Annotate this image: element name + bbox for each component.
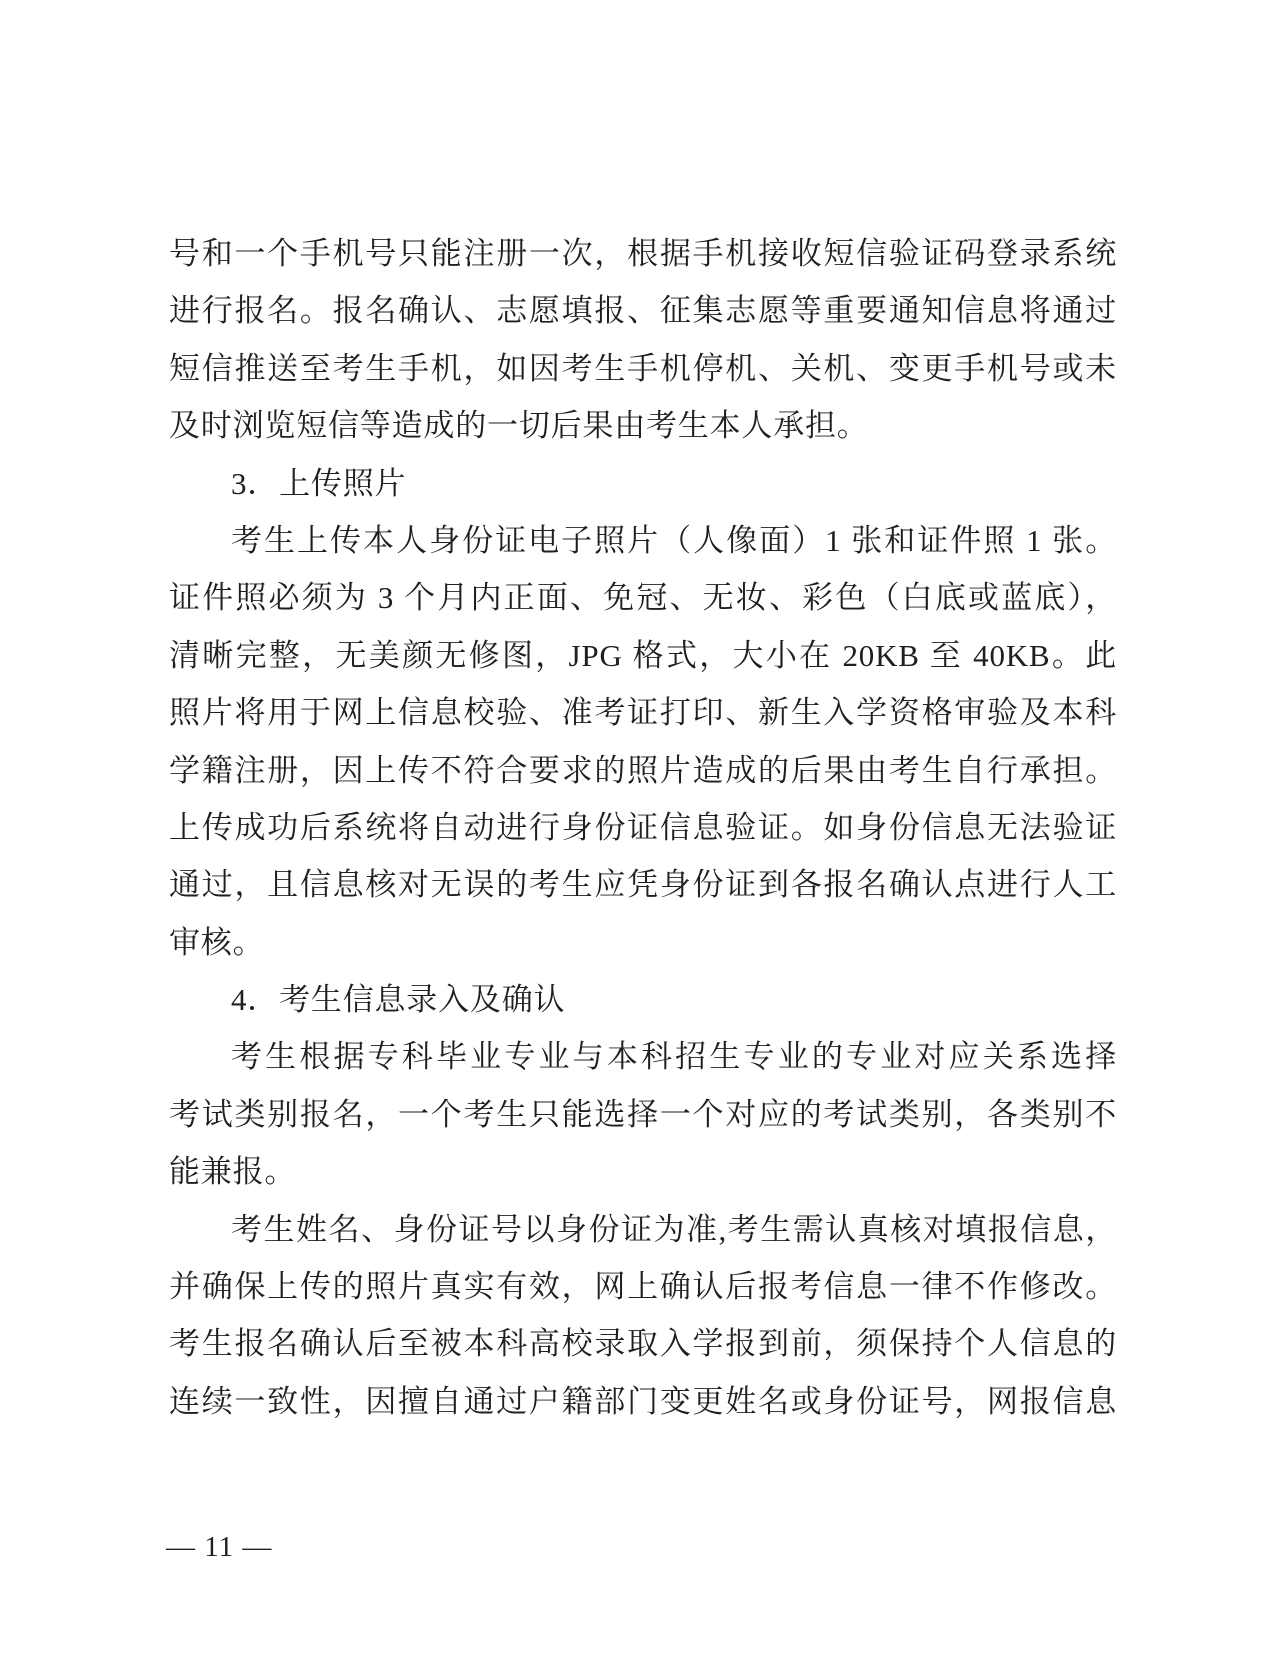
body-text-line: 能兼报。 <box>169 1154 297 1190</box>
body-text-line: 照片将用于网上信息校验、准考证打印、新生入学资格审验及本科 <box>169 695 1117 731</box>
body-text-line: 并确保上传的照片真实有效，网上确认后报考信息一律不作修改。 <box>169 1269 1117 1305</box>
body-text-line: 学籍注册，因上传不符合要求的照片造成的后果由考生自行承担。 <box>169 752 1117 788</box>
body-text-line: 考生上传本人身份证电子照片（人像面）1 张和证件照 1 张。 <box>231 522 1117 558</box>
body-text-line: 考生根据专科毕业专业与本科招生专业的专业对应关系选择 <box>231 1039 1117 1075</box>
body-text-line: 考试类别报名，一个考生只能选择一个对应的考试类别，各类别不 <box>169 1096 1117 1132</box>
body-text-line: 短信推送至考生手机，如因考生手机停机、关机、变更手机号或未 <box>169 350 1117 386</box>
page-number: — 11 — <box>166 1531 273 1563</box>
section-heading-info-entry: 4．考生信息录入及确认 <box>231 982 566 1018</box>
body-text-line: 考生姓名、身份证号以身份证为准,考生需认真核对填报信息， <box>231 1211 1117 1247</box>
body-text-line: 进行报名。报名确认、志愿填报、征集志愿等重要通知信息将通过 <box>169 293 1117 329</box>
document-body <box>169 225 1117 1430</box>
body-text-line: 号和一个手机号只能注册一次，根据手机接收短信验证码登录系统 <box>169 236 1117 271</box>
body-text-line: 连续一致性，因擅自通过户籍部门变更姓名或身份证号，网报信息 <box>169 1383 1117 1419</box>
body-text-line: 清晰完整，无美颜无修图，JPG 格式，大小在 20KB 至 40KB。此 <box>169 637 1117 673</box>
body-text-line: 上传成功后系统将自动进行身份证信息验证。如身份信息无法验证 <box>169 809 1117 845</box>
body-text-line: 及时浏览短信等造成的一切后果由考生本人承担。 <box>169 408 869 444</box>
body-text-line: 考生报名确认后至被本科高校录取入学报到前，须保持个人信息的 <box>169 1326 1117 1362</box>
body-text-line: 审核。 <box>169 924 265 960</box>
section-heading-upload-photo: 3．上传照片 <box>231 465 407 501</box>
body-text-line: 证件照必须为 3 个月内正面、免冠、无妆、彩色（白底或蓝底）， <box>169 580 1117 616</box>
body-text-line: 通过，且信息核对无误的考生应凭身份证到各报名确认点进行人工 <box>169 867 1117 903</box>
